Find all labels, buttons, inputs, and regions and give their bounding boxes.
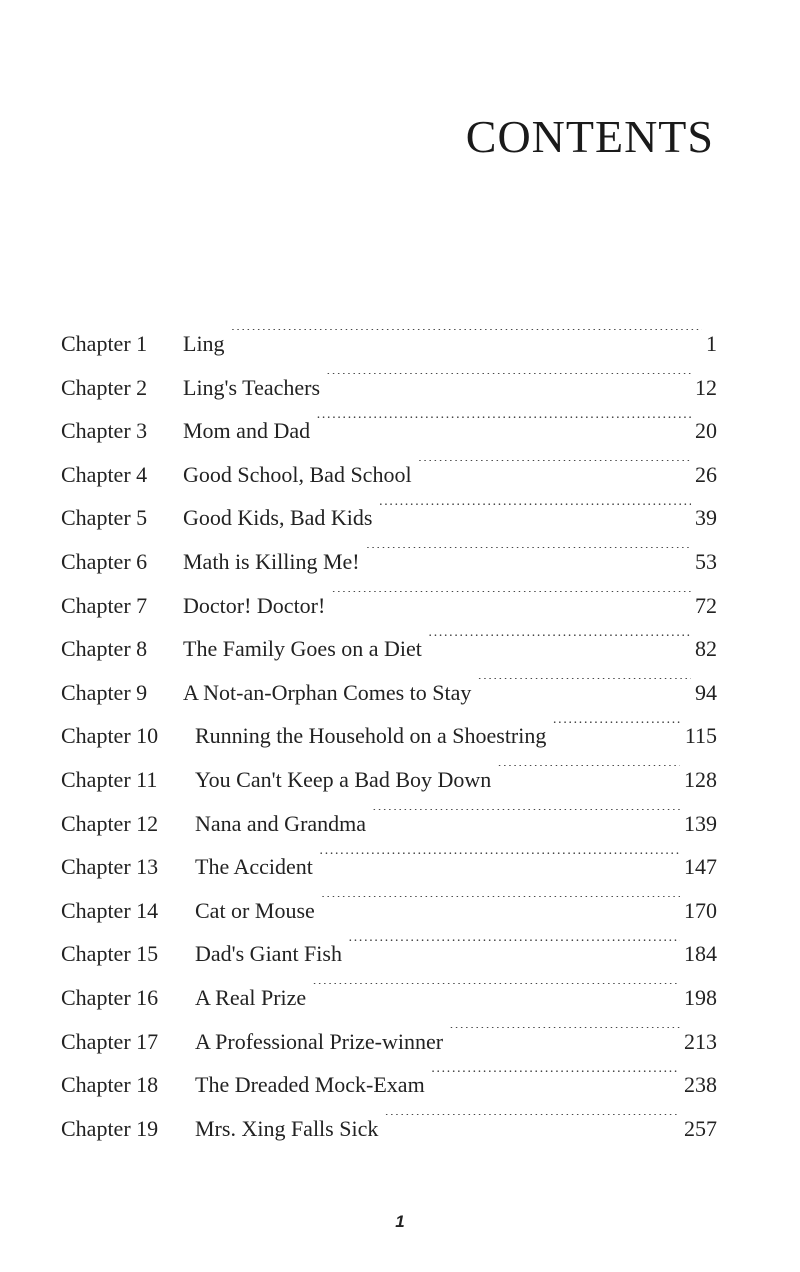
dot-leader xyxy=(348,939,680,961)
dot-leader xyxy=(321,896,680,918)
chapter-number: Chapter 1 xyxy=(61,331,148,356)
table-of-contents xyxy=(61,322,717,1150)
page-title: CONTENTS xyxy=(465,111,714,162)
chapter-page-number: 128 xyxy=(684,766,717,792)
page-number: 1 xyxy=(395,1212,405,1231)
chapter-page-number: 198 xyxy=(684,984,717,1010)
chapter-title: A Real Prize xyxy=(195,984,307,1010)
chapter-title: The Dreaded Mock-Exam xyxy=(195,1072,425,1098)
chapter-number: Chapter 15 xyxy=(61,941,159,967)
chapter-title: The Family Goes on a Diet xyxy=(183,636,422,662)
dot-leader xyxy=(326,373,691,395)
dot-leader xyxy=(231,329,702,351)
dot-leader xyxy=(431,1070,680,1092)
chapter-number: Chapter 19 xyxy=(61,1115,159,1141)
chapter-title: Doctor! Doctor! xyxy=(183,592,326,618)
chapter-number: Chapter 7 xyxy=(61,592,148,618)
chapter-title: Mom and Dad xyxy=(183,418,311,444)
chapter-title: Nana and Grandma xyxy=(195,810,367,836)
chapter-title: Good Kids, Bad Kids xyxy=(183,505,373,531)
chapter-page-number: 39 xyxy=(695,505,717,531)
chapter-page-number: 94 xyxy=(695,679,717,705)
toc-entry[interactable] xyxy=(61,409,717,453)
chapter-title: You Can't Keep a Bad Boy Down xyxy=(195,766,492,792)
chapter-page-number: 257 xyxy=(684,1115,717,1141)
chapter-number: Chapter 11 xyxy=(61,766,158,792)
toc-entry[interactable] xyxy=(61,714,717,758)
toc-entry[interactable] xyxy=(61,1107,717,1151)
chapter-title: Running the Household on a Shoestring xyxy=(195,723,547,749)
chapter-number: Chapter 6 xyxy=(61,548,148,574)
chapter-page-number: 170 xyxy=(684,897,717,923)
chapter-page-number: 115 xyxy=(684,723,717,749)
chapter-page-number: 147 xyxy=(684,854,717,880)
toc-entry[interactable] xyxy=(61,889,717,933)
chapter-number: Chapter 8 xyxy=(61,636,148,662)
chapter-title: A Not-an-Orphan Comes to Stay xyxy=(183,679,472,705)
dot-leader xyxy=(378,503,691,525)
dot-leader xyxy=(319,852,680,874)
toc-entry[interactable] xyxy=(61,1063,717,1107)
chapter-title: Ling's Teachers xyxy=(183,374,321,400)
chapter-page-number: 184 xyxy=(684,941,717,967)
chapter-page-number: 139 xyxy=(684,810,717,836)
chapter-title: Dad's Giant Fish xyxy=(195,941,342,967)
chapter-page-number: 12 xyxy=(695,374,717,400)
dot-leader xyxy=(331,591,691,613)
toc-entry[interactable] xyxy=(61,322,717,366)
chapter-page-number: 82 xyxy=(695,636,717,662)
dot-leader xyxy=(497,765,680,787)
dot-leader xyxy=(366,547,691,569)
chapter-number: Chapter 4 xyxy=(61,461,148,487)
chapter-number: Chapter 14 xyxy=(61,897,159,923)
chapter-number: Chapter 16 xyxy=(61,984,159,1010)
toc-entry[interactable] xyxy=(61,932,717,976)
dot-leader xyxy=(428,634,691,656)
toc-entry[interactable] xyxy=(61,758,717,802)
chapter-number: Chapter 13 xyxy=(61,854,159,880)
chapter-number: Chapter 18 xyxy=(61,1072,159,1098)
chapter-page-number: 20 xyxy=(695,418,717,444)
toc-entry[interactable] xyxy=(61,453,717,497)
dot-leader xyxy=(372,809,680,831)
toc-entry[interactable] xyxy=(61,802,717,846)
toc-entry[interactable] xyxy=(61,976,717,1020)
toc-entry[interactable] xyxy=(61,496,717,540)
toc-entry[interactable] xyxy=(61,671,717,715)
dot-leader xyxy=(449,1027,680,1049)
chapter-title: Ling xyxy=(183,331,225,356)
toc-entry[interactable] xyxy=(61,584,717,628)
dot-leader xyxy=(316,416,691,438)
chapter-number: Chapter 10 xyxy=(61,723,159,749)
chapter-number: Chapter 2 xyxy=(61,374,148,400)
dot-leader xyxy=(418,460,691,482)
chapter-title: The Accident xyxy=(195,854,313,880)
dot-leader xyxy=(477,678,691,700)
chapter-number: Chapter 5 xyxy=(61,505,148,531)
toc-entry[interactable] xyxy=(61,627,717,671)
dot-leader xyxy=(552,721,680,743)
dot-leader xyxy=(312,983,680,1005)
chapter-page-number: 1 xyxy=(706,331,717,356)
chapter-number: Chapter 12 xyxy=(61,810,159,836)
chapter-page-number: 26 xyxy=(695,461,717,487)
toc-entry[interactable] xyxy=(61,845,717,889)
toc-entry[interactable] xyxy=(61,1020,717,1064)
chapter-title: Math is Killing Me! xyxy=(183,548,360,574)
toc-entry[interactable] xyxy=(61,366,717,410)
chapter-page-number: 213 xyxy=(684,1028,717,1054)
chapter-page-number: 238 xyxy=(684,1072,717,1098)
chapter-number: Chapter 17 xyxy=(61,1028,159,1054)
chapter-page-number: 53 xyxy=(695,548,717,574)
chapter-page-number: 72 xyxy=(695,592,717,618)
dot-leader xyxy=(384,1114,680,1136)
chapter-title: Good School, Bad School xyxy=(183,461,412,487)
chapter-title: A Professional Prize-winner xyxy=(195,1028,444,1054)
toc-entry[interactable] xyxy=(61,540,717,584)
chapter-title: Mrs. Xing Falls Sick xyxy=(195,1115,379,1141)
chapter-number: Chapter 3 xyxy=(61,418,148,444)
chapter-number: Chapter 9 xyxy=(61,679,148,705)
chapter-title: Cat or Mouse xyxy=(195,897,315,923)
